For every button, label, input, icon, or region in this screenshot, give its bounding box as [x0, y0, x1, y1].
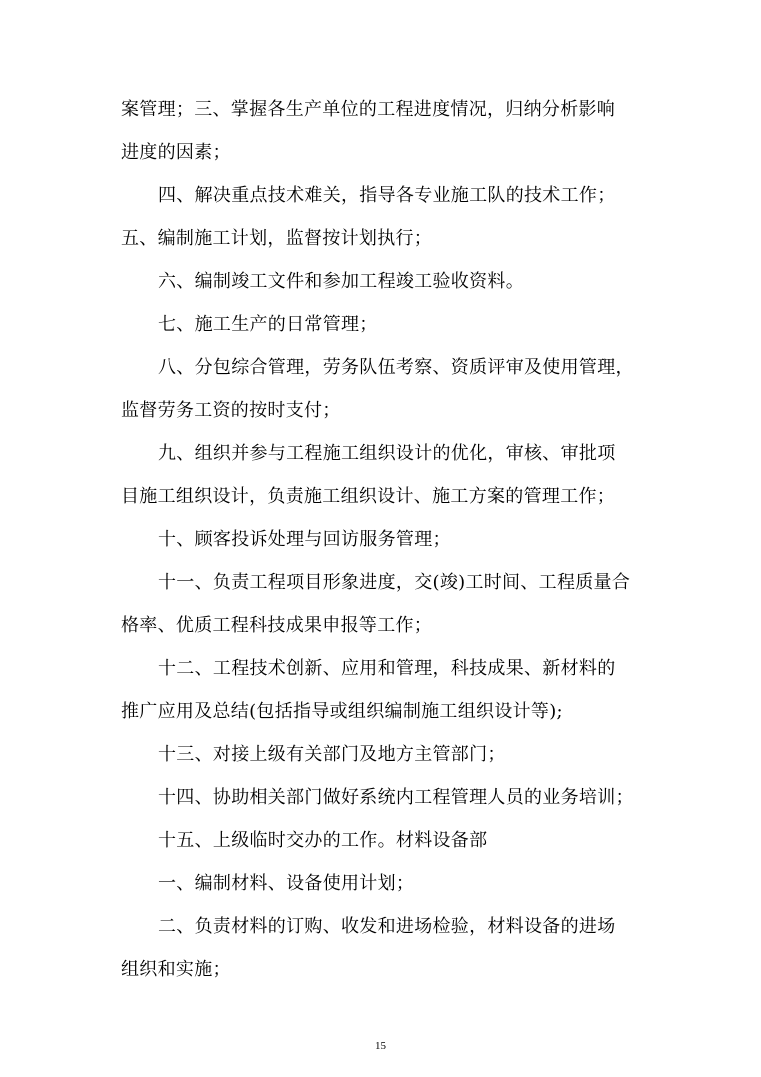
text-line: 十五、上级临时交办的工作。材料设备部	[158, 830, 488, 851]
text-line: 案管理；三、掌握各生产单位的工程进度情况，归纳分析影响	[121, 99, 616, 120]
text-line: 十三、对接上级有关部门及地方主管部门；	[158, 744, 506, 765]
text-line: 监督劳务工资的按时支付；	[121, 400, 341, 421]
text-line: 八、分包综合管理，劳务队伍考察、资质评审及使用管理，	[158, 357, 634, 378]
text-line: 二、负责材料的订购、收发和进场检验，材料设备的进场	[158, 916, 616, 937]
text-line: 目施工组织设计，负责施工组织设计、施工方案的管理工作；	[121, 486, 616, 507]
text-line: 格率、优质工程科技成果申报等工作；	[121, 615, 433, 636]
page-number: 15	[375, 1040, 386, 1052]
text-line: 七、施工生产的日常管理；	[158, 314, 378, 335]
text-line: 十一、负责工程项目形象进度，交(竣)工时间、工程质量合	[158, 572, 631, 593]
text-line: 一、编制材料、设备使用计划；	[158, 873, 415, 894]
text-line: 进度的因素；	[121, 142, 231, 163]
text-line: 十二、工程技术创新、应用和管理，科技成果、新材料的	[158, 658, 616, 679]
text-line: 九、组织并参与工程施工组织设计的优化，审核、审批项	[158, 443, 616, 464]
text-line: 六、编制竣工文件和参加工程竣工验收资料。	[158, 271, 524, 292]
text-line: 组织和实施；	[121, 959, 231, 980]
text-line: 十、顾客投诉处理与回访服务管理；	[158, 529, 451, 550]
text-line: 十四、协助相关部门做好系统内工程管理人员的业务培训；	[158, 787, 634, 808]
text-line: 五、编制施工计划，监督按计划执行；	[121, 228, 433, 249]
text-line: 四、解决重点技术难关，指导各专业施工队的技术工作；	[158, 185, 616, 206]
text-line: 推广应用及总结(包括指导或组织编制施工组织设计等);	[121, 701, 563, 722]
